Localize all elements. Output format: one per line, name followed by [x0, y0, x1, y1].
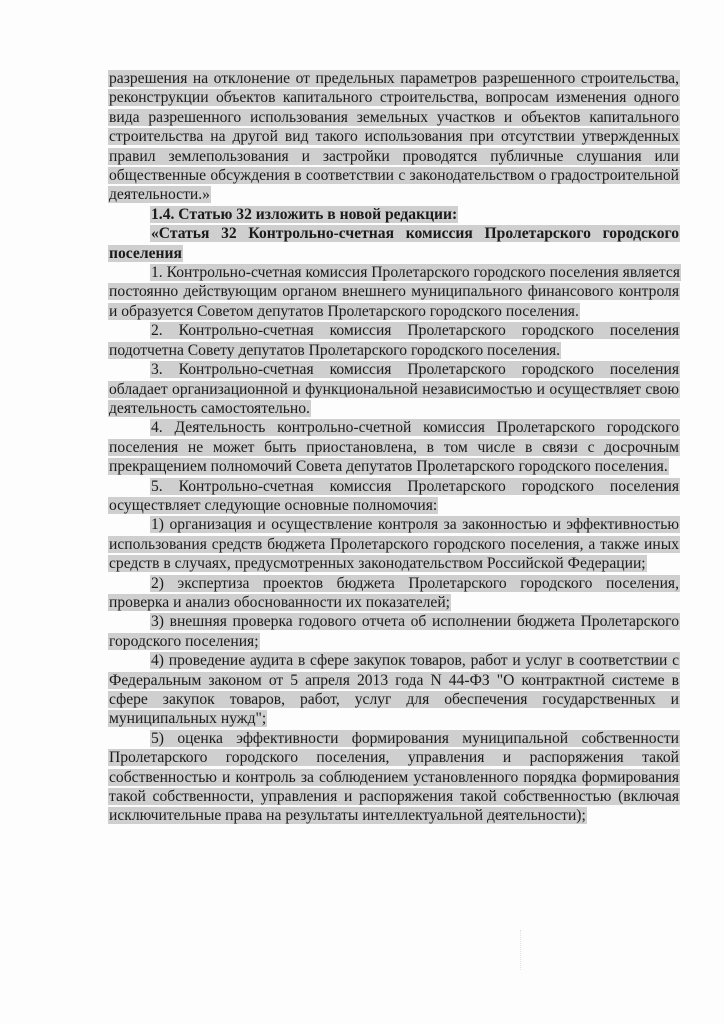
subclause-4: 4) проведение аудита в сфере закупок товаров, работ и услуг в соответствии с Федеральным законом от 5 апреля 2013 года N 44-ФЗ "О контрактной системе в сфере закупок товаров, работ, услуг для обеспечения государственных и муниципальных нужд";	[109, 652, 679, 728]
subclause-5: 5) оценка эффективности формирования муниципальной собственности Пролетарского городского поселения, управления и распоряжения такой собственностью и контроль за соблюдением установленного порядка формирования такой собственности, управления и распоряжения такой собственностью (включая исключительные права на результаты интеллектуальной деятельности);	[109, 729, 679, 825]
bleed-through-mark	[520, 930, 561, 970]
amendment-heading: 1.4. Статью 32 изложить в новой редакции:	[151, 205, 458, 223]
clause-1: 1. Контрольно-счетная комиссия Пролетарского городского поселения является постоянно действующим органом внешнего муниципального финансового контроля и образуется Советом депутатов Пролетарского городского поселения.	[109, 264, 680, 320]
clause-5: 5. Контрольно-счетная комиссия Пролетарского городского поселения осуществляет следующие основные полномочия:	[109, 477, 679, 514]
paragraph-continuation: разрешения на отклонение от предельных параметров разрешенного строительства, реконструкции объектов капитального строительства, вопросам изменения одного вида разрешенного использования земельных участков и объектов капитального строительства на другой вид такого использования при отсутствии утвержденных правил землепользования и застройки проводятся публичные слушания или общественные обсуждения в соответствии с законодательством о градостроительной деятельности.»	[109, 70, 679, 204]
subclause-3: 3) внешняя проверка годового отчета об исполнении бюджета Пролетарского городского поселения;	[109, 613, 679, 650]
document-body	[108, 69, 680, 826]
subclause-2: 2) экспертиза проектов бюджета Пролетарского городского поселения, проверка и анализ обоснованности их показателей;	[109, 574, 679, 611]
subclause-1: 1) организация и осуществление контроля за законностью и эффективностью использования средств бюджета Пролетарского городского поселения, а также иных средств в случаях, предусмотренных законодательством Российской Федерации;	[109, 516, 679, 573]
article-title: «Статья 32 Контрольно-счетная комиссия Пролетарского городского поселения	[109, 225, 679, 262]
clause-2: 2. Контрольно-счетная комиссия Пролетарского городского поселения подотчетна Совету депутатов Пролетарского городского поселения.	[109, 322, 679, 359]
clause-3: 3. Контрольно-счетная комиссия Пролетарского городского поселения обладает организационной и функциональной независимостью и осуществляет свою деятельность самостоятельно.	[109, 361, 679, 417]
clause-4: 4. Деятельность контрольно-счетной комиссия Пролетарского городского поселения не может быть приостановлена, в том числе в связи с досрочным прекращением полномочий Совета депутатов Пролетарского городского поселения.	[109, 419, 679, 476]
